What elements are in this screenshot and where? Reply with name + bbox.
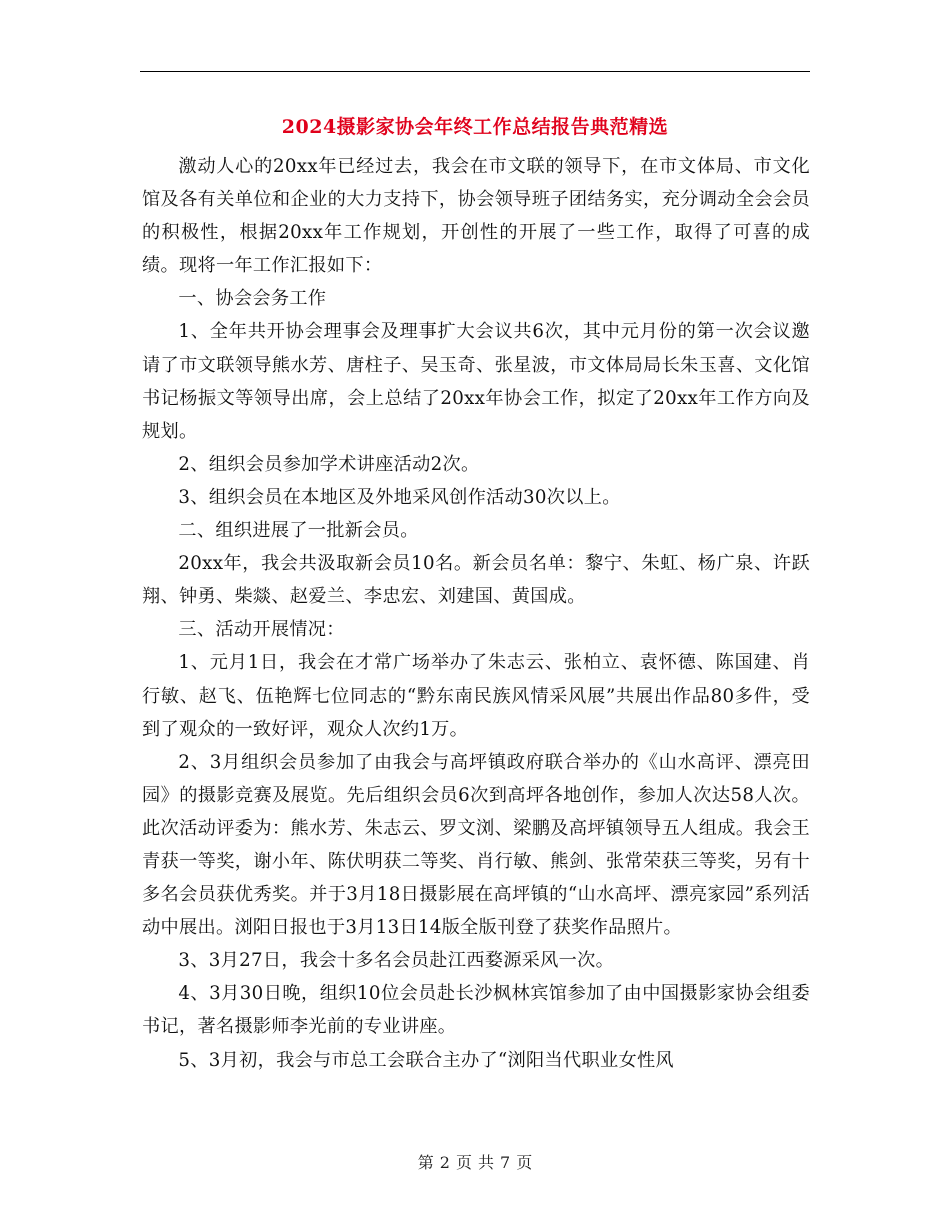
page-label-mid2: 共: [478, 1153, 495, 1172]
total-pages-number: 7: [500, 1153, 511, 1172]
paragraph: 4、3月30日晚，组织10位会员赴长沙枫林宾馆参加了由中国摄影家协会组委书记，著名摄影师李光前的专业讲座。: [142, 983, 810, 1038]
header-rule: [140, 71, 810, 72]
page-label-post: 页: [516, 1153, 533, 1172]
page-label-mid1: 页: [455, 1153, 472, 1172]
page-label-pre: 第: [417, 1153, 434, 1172]
paragraph: 5、3月初，我会与市总工会联合主办了“浏阳当代职业女性风: [178, 1049, 674, 1071]
paragraph: 3、组织会员在本地区及外地采风创作活动30次以上。: [178, 486, 621, 508]
document-body: [142, 150, 810, 1077]
paragraph-intro: 激动人心的20xx年已经过去，我会在市文联的领导下，在市文体局、市文化馆及各有关单位和企业的大力支持下，协会领导班子团结务实，充分调动全会会员的积极性，根据20xx年工作规划，开创性的开展了一些工作，取得了可喜的成绩。现将一年工作汇报如下：: [142, 156, 810, 277]
paragraph: 2、3月组织会员参加了由我会与高坪镇政府联合举办的《山水高评、漂亮田园》的摄影竞赛及展览。先后组织会员6次到高坪各地创作，参加人次达58人次。此次活动评委为：熊水芳、朱志云、罗文浏、梁鹏及高坪镇领导五人组成。我会王青获一等奖，谢小年、陈伏明获二等奖、肖行敏、熊剑、张常荣获三等奖，另有十多名会员获优秀奖。并于3月18日摄影展在高坪镇的“山水高坪、漂亮家园”系列活动中展出。浏阳日报也于3月13日14版全版刊登了获奖作品照片。: [142, 751, 810, 939]
paragraph: 3、3月27日，我会十多名会员赴江西婺源采风一次。: [178, 950, 615, 972]
current-page-number: 2: [439, 1153, 450, 1172]
paragraph: 2、组织会员参加学术讲座活动2次。: [178, 453, 480, 475]
section-heading-1: 一、协会会务工作: [178, 288, 327, 310]
paragraph: 1、全年共开协会理事会及理事扩大会议共6次，其中元月份的第一次会议邀请了市文联领导熊水芳、唐柱子、吴玉奇、张星波，市文体局局长朱玉喜、文化馆书记杨振文等领导出席，会上总结了20xx年协会工作，拟定了20xx年工作方向及规划。: [142, 321, 810, 442]
section-heading-3: 三、活动开展情况：: [178, 619, 345, 641]
paragraph: 1、元月1日，我会在才常广场举办了朱志云、张柏立、袁怀德、陈国建、肖行敏、赵飞、伍艳辉七位同志的“黔东南民族风情采风展”共展出作品80多件，受到了观众的一致好评，观众人次约1万。: [142, 652, 810, 740]
paragraph: 20xx年，我会共汲取新会员10名。新会员名单：黎宁、朱虹、杨广泉、许跃翔、钟勇、柴燚、赵爱兰、李忠宏、刘建国、黄国成。: [142, 553, 810, 608]
page-footer: [0, 1151, 950, 1175]
document-title: 2024摄影家协会年终工作总结报告典范精选: [281, 116, 669, 138]
section-heading-2: 二、组织进展了一批新会员。: [178, 520, 419, 542]
